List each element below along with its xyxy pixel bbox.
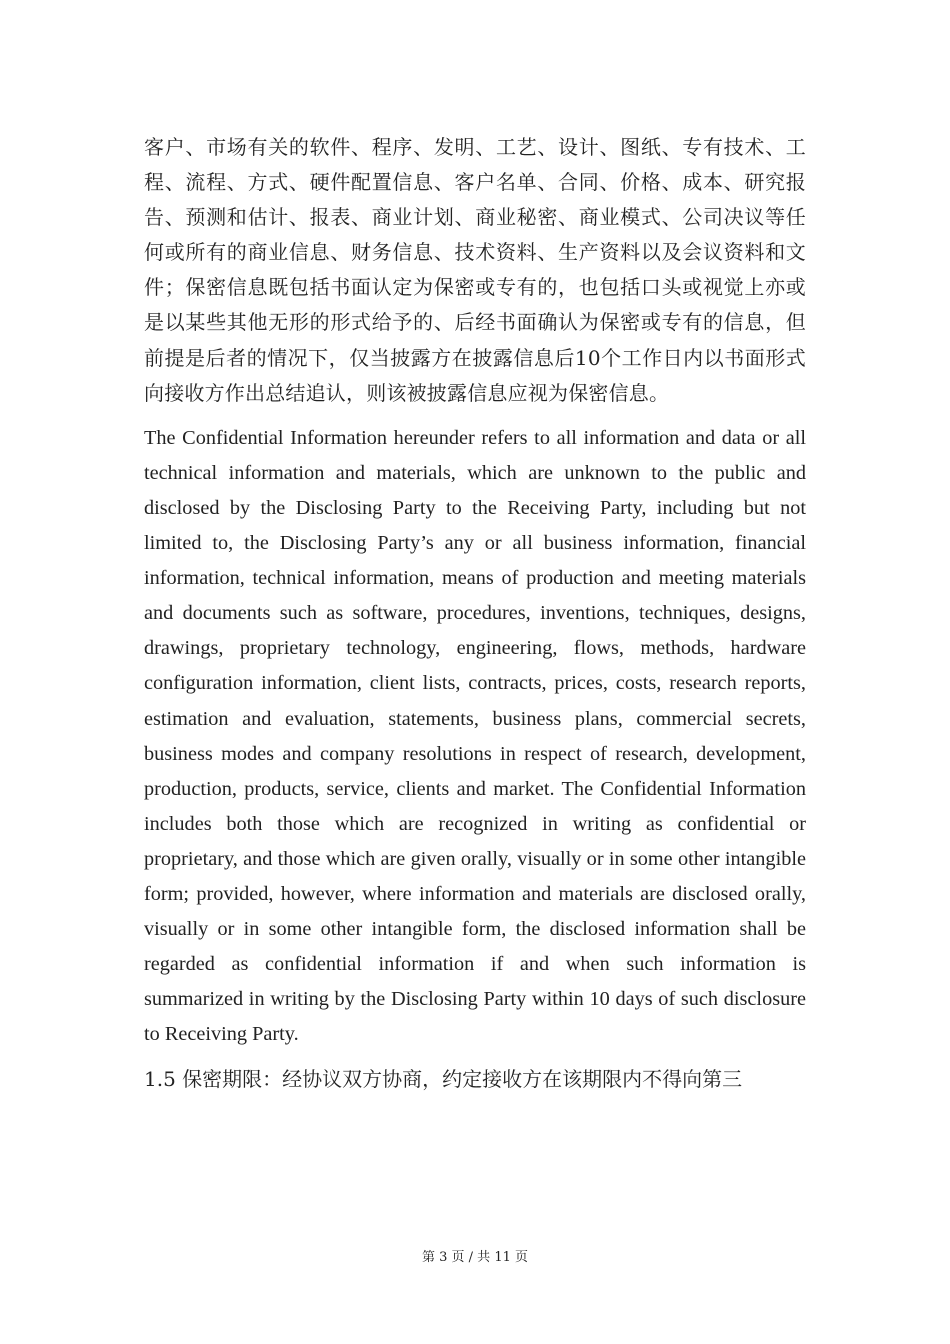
paragraph-chinese: 客户、市场有关的软件、程序、发明、工艺、设计、图纸、专有技术、工程、流程、方式、硬件配置信息、客户名单、合同、价格、成本、研究报告、预测和估计、报表、商业计划、商业秘密、商业模式、公司决议等任何或所有的商业信息、财务信息、技术资料、生产资料以及会议资料和文件；保密信息既包括书面认定为保密或专有的，也包括口头或视觉上亦或是以某些其他无形的形式给予的、后经书面确认为保密或专有的信息，但前提是后者的情况下，仅当披露方在披露信息后10个工作日内以书面形式向接收方作出总结追认，则该被披露信息应视为保密信息。: [144, 135, 806, 405]
page-indicator: 第 3 页 / 共 11 页: [422, 1250, 528, 1265]
paragraph-english: The Confidential Information hereunder refers to all information and data or all technical information and materials, which are unknown to the public and disclosed by the Disclosing Party to the Receiving Party, including but not limited to, the Disclosing Party’s any or all business information, financial information, technical information, means of production and meeting materials and documents such as software, procedures, inventions, techniques, designs, drawings, proprietary technology, engineering, flows, methods, hardware configuration information, client lists, contracts, prices, costs, research reports, estimation and evaluation, statements, business plans, commercial secrets, business modes and company resolutions in respect of research, development, production, products, service, clients and market. The Confidential Information includes both those which are recognized in writing as confidential or proprietary, and those which are given orally, visually or in some other intangible form; provided, however, where information and materials are disclosed orally, visually or in some other intangible form, the disclosed information shall be regarded as confidential information if and when such information is summarized in writing by the Disclosing Party within 10 days of such disclosure to Receiving Party.: [144, 426, 806, 1046]
document-body: [144, 130, 806, 1097]
page-footer: [0, 1246, 950, 1265]
clause-1-5: 1.5 保密期限：经协议双方协商，约定接收方在该期限内不得向第三: [144, 1067, 743, 1092]
